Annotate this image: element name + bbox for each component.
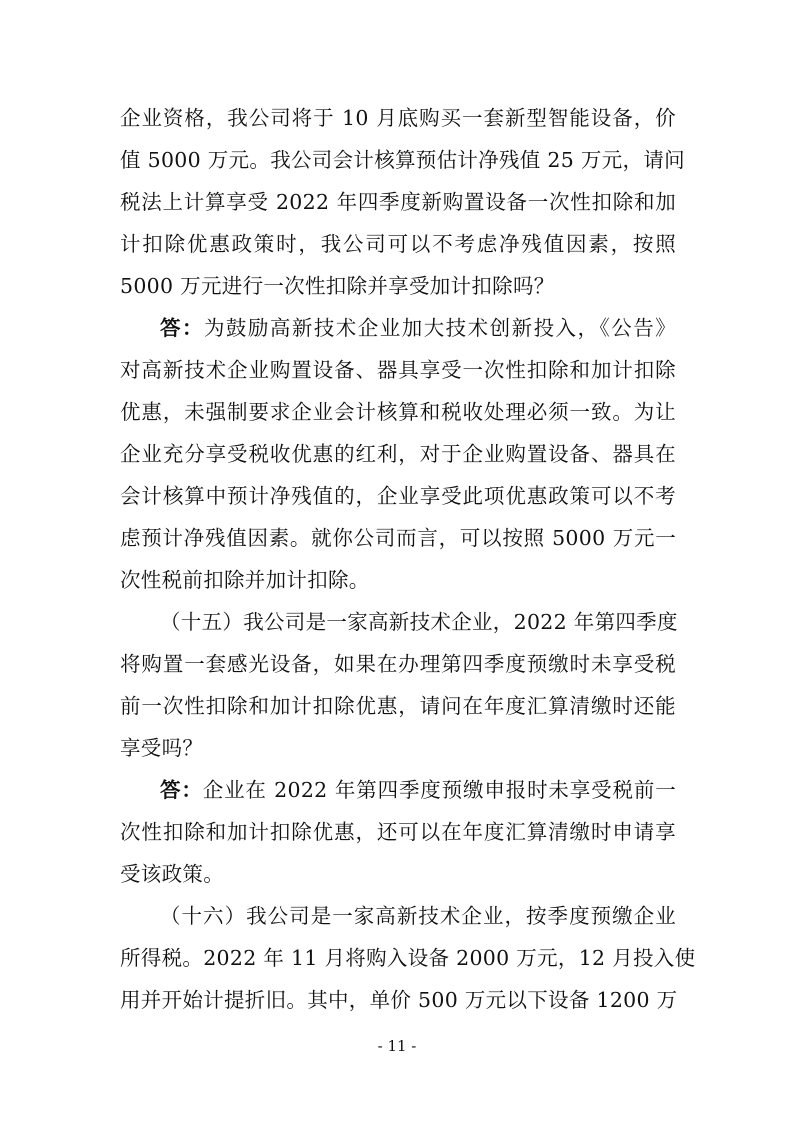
question-heading: （十六）我公司是一家高新技术企业，按季度预缴企业: [160, 904, 676, 928]
body-text-line: 次性税前扣除并加计扣除。: [120, 568, 370, 592]
body-text-line: 享受吗？: [120, 736, 204, 760]
body-text-line: 将购置一套感光设备，如果在办理第四季度预缴时未享受税: [120, 652, 676, 676]
body-text-line: 所得税。2022 年 11 月将购入设备 2000 万元，12 月投入使: [120, 946, 696, 970]
body-text-line: 5000 万元进行一次性扣除并享受加计扣除吗？: [120, 274, 555, 298]
answer-first-line: [160, 776, 676, 804]
page-number: - 11 -: [377, 1037, 417, 1055]
answer-text: 企业在 2022 年第四季度预缴申报时未享受税前一: [202, 778, 677, 802]
body-text-line: 税法上计算享受 2022 年四季度新购置设备一次性扣除和加: [120, 190, 676, 214]
body-text-line: 虑预计净残值因素。就你公司而言，可以按照 5000 万元一: [120, 526, 676, 550]
body-text-line: 优惠，未强制要求企业会计核算和税收处理必须一致。为让: [120, 400, 676, 424]
body-text-line: 对高新技术企业购置设备、器具享受一次性扣除和加计扣除: [120, 358, 676, 382]
answer-text: 为鼓励高新技术企业加大技术创新投入，《公告》: [203, 316, 676, 340]
body-text-line: 受该政策。: [120, 862, 224, 886]
body-text-line: 计扣除优惠政策时，我公司可以不考虑净残值因素，按照: [120, 232, 676, 256]
answer-first-line: [160, 314, 676, 342]
question-heading: （十五）我公司是一家高新技术企业，2022 年第四季度: [160, 610, 678, 634]
body-text-line: 用并开始计提折旧。其中，单价 500 万元以下设备 1200 万: [120, 988, 678, 1012]
body-text-line: 企业充分享受税收优惠的红利，对于企业购置设备、器具在: [120, 442, 676, 466]
body-text-line: 会计核算中预计净残值的，企业享受此项优惠政策可以不考: [120, 484, 676, 508]
body-text-line: 企业资格，我公司将于 10 月底购买一套新型智能设备，价: [120, 106, 676, 130]
answer-label: 答：: [160, 778, 203, 802]
answer-label: 答：: [160, 316, 204, 340]
body-text-line: 值 5000 万元。我公司会计核算预估计净残值 25 万元，请问: [120, 148, 685, 172]
body-text-line: 前一次性扣除和加计扣除优惠，请问在年度汇算清缴时还能: [120, 694, 676, 718]
body-text-line: 次性扣除和加计扣除优惠，还可以在年度汇算清缴时申请享: [120, 820, 676, 844]
